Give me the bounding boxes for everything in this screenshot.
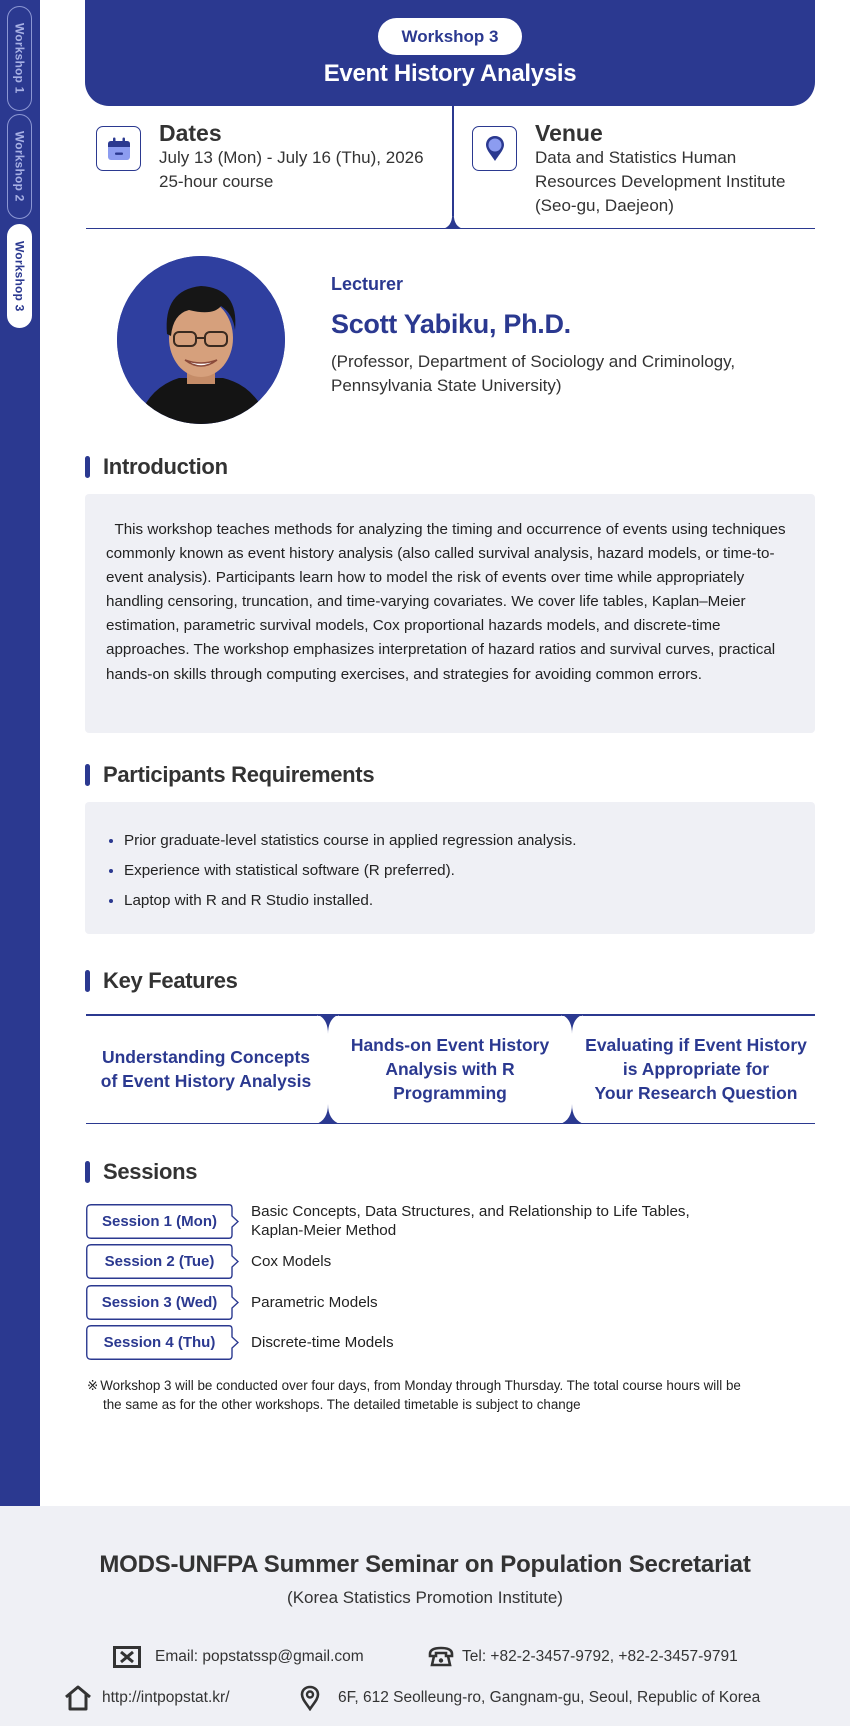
lecturer-portrait-illustration — [117, 256, 285, 424]
sidebar-tab-workshop-1[interactable] — [7, 6, 32, 111]
bullet-icon — [109, 899, 113, 903]
lecturer-role: Lecturer — [331, 274, 404, 294]
session-badge — [86, 1244, 239, 1279]
feature-item — [330, 1014, 570, 1124]
course-hours: 25-hour course — [159, 172, 274, 191]
session-row — [86, 1201, 815, 1242]
sidebar-tab-label: Workshop 3 — [12, 240, 27, 312]
sidebar-tab-workshop-3[interactable] — [7, 224, 32, 328]
sidebar-tab-label: Workshop 1 — [12, 23, 27, 94]
bullet-icon — [109, 839, 113, 843]
key-features — [86, 1014, 815, 1124]
lecturer-affiliation: Pennsylvania State University) — [331, 376, 562, 395]
section-title: Key Features — [103, 968, 238, 993]
requirement-text: Laptop with R and R Studio installed. — [124, 892, 374, 909]
feature-line: Evaluating if Event History — [585, 1035, 807, 1055]
list-item — [107, 826, 793, 856]
contact-website[interactable] — [64, 1685, 230, 1711]
feature-line: Understanding Concepts — [101, 1047, 311, 1067]
map-pin-icon — [472, 126, 517, 171]
session-badge — [86, 1285, 239, 1320]
schedule-note — [87, 1377, 817, 1414]
session-row — [86, 1323, 815, 1364]
session-description: Parametric Models — [251, 1293, 378, 1311]
introduction-heading — [85, 454, 228, 480]
feature-line: Hands-on Event History — [350, 1035, 550, 1055]
session-badge — [86, 1325, 239, 1360]
session-desc-line: Kaplan-Meier Method — [251, 1222, 397, 1240]
lecturer-name: Scott Yabiku, Ph.D. — [331, 309, 571, 339]
venue-label: Venue — [535, 120, 603, 146]
session-row — [86, 1242, 815, 1283]
section-title: Sessions — [103, 1159, 198, 1184]
info-row — [86, 106, 815, 229]
sessions-list — [86, 1201, 815, 1363]
section-title: Participants Requirements — [103, 762, 375, 787]
workshop-header — [85, 0, 815, 106]
sidebar-tab-workshop-2[interactable] — [7, 114, 32, 219]
contact-phone[interactable] — [428, 1646, 738, 1668]
info-bottom-line — [86, 228, 815, 230]
location-pin-icon — [300, 1685, 320, 1711]
bullet-icon — [109, 869, 113, 873]
website-link[interactable]: http://intpopstat.kr/ — [102, 1689, 230, 1706]
calendar-icon — [96, 126, 141, 171]
address-text: 6F, 612 Seolleung-ro, Gangnam-gu, Seoul, Republic of Korea — [338, 1689, 761, 1706]
sessions-heading — [85, 1159, 197, 1185]
heading-accent-bar — [85, 764, 90, 786]
session-badge — [86, 1204, 239, 1239]
session-description — [251, 1202, 690, 1240]
heading-accent-bar — [85, 970, 90, 992]
note-line: Workshop 3 will be conducted over four days, from Monday through Thursday. The total course hours will be — [100, 1378, 741, 1393]
session-label: Session 4 (Thu) — [103, 1334, 216, 1352]
section-title: Introduction — [103, 454, 228, 479]
heading-accent-bar — [85, 1161, 90, 1183]
venue-line: Data and Statistics Human — [535, 148, 737, 167]
feature-item — [574, 1014, 818, 1124]
info-divider — [452, 106, 454, 216]
session-desc-line: Basic Concepts, Data Structures, and Relationship to Life Tables, — [251, 1203, 690, 1221]
session-label: Session 3 (Wed) — [101, 1293, 218, 1311]
footer-title: MODS-UNFPA Summer Seminar on Population Secretariat — [99, 1551, 751, 1578]
session-description: Discrete-time Models — [251, 1334, 394, 1352]
home-icon — [64, 1685, 92, 1711]
session-label: Session 1 (Mon) — [101, 1212, 217, 1230]
venue-block — [472, 120, 785, 218]
workshop-sidebar — [0, 0, 40, 1506]
session-label: Session 2 (Tue) — [104, 1253, 215, 1271]
feature-line: Programming — [393, 1083, 507, 1103]
session-description: Cox Models — [251, 1253, 332, 1271]
phone-text: Tel: +82-2-3457-9792, +82-2-3457-9791 — [462, 1648, 738, 1665]
lecturer-photo — [117, 256, 285, 424]
note-line: the same as for the other workshops. The detailed timetable is subject to change — [103, 1396, 581, 1412]
venue-line: Resources Development Institute — [535, 172, 786, 191]
requirements-box — [85, 802, 815, 934]
contact-address — [300, 1685, 760, 1711]
footer — [0, 1506, 850, 1726]
feature-item — [86, 1014, 326, 1124]
feature-line: is Appropriate for — [622, 1059, 770, 1079]
contact-email[interactable] — [113, 1646, 364, 1668]
envelope-icon — [113, 1646, 141, 1668]
introduction-text: This workshop teaches methods for analyzing the timing and occurrence of events using techniques commonly known as event history analysis (also called survival analysis, hazard models, or time-to-event analysis). Participants learn how to model the risk of events over time while appropriately handling censoring, truncation, and time-varying covariates. We cover life tables, Kaplan–Meier estimation, parametric survival models, Cox proportional hazards models, and discrete-time approaches. The workshop emphasizes interpretation of hazard ratios and survival curves, practical hands-on skills through computing exercises, and strategies for avoiding common errors. — [85, 494, 815, 733]
dates-range: July 13 (Mon) - July 16 (Thu), 2026 — [159, 148, 424, 167]
telephone-icon — [428, 1646, 454, 1668]
features-heading — [85, 968, 238, 994]
session-row — [86, 1282, 815, 1323]
feature-line: of Event History Analysis — [100, 1071, 312, 1091]
reference-mark-icon: ※ — [87, 1378, 99, 1393]
requirement-text: Prior graduate-level statistics course in applied regression analysis. — [124, 832, 577, 849]
email-text[interactable]: Email: popstatssp@gmail.com — [155, 1648, 364, 1665]
requirement-text: Experience with statistical software (R preferred). — [124, 862, 455, 879]
lecturer-affiliation: (Professor, Department of Sociology and Criminology, — [331, 352, 736, 371]
divider-flare — [442, 206, 464, 229]
list-item — [107, 886, 793, 916]
feature-line: Your Research Question — [594, 1083, 798, 1103]
venue-line: (Seo-gu, Daejeon) — [535, 196, 674, 215]
dates-block — [96, 120, 424, 194]
sidebar-tab-label: Workshop 2 — [12, 131, 27, 202]
workshop-title: Event History Analysis — [323, 60, 577, 87]
workshop-badge: Workshop 3 — [378, 18, 522, 55]
requirements-list — [107, 826, 793, 916]
lecturer-info — [331, 274, 735, 398]
list-item — [107, 856, 793, 886]
dates-label: Dates — [159, 120, 222, 146]
heading-accent-bar — [85, 456, 90, 478]
footer-subtitle: (Korea Statistics Promotion Institute) — [287, 1588, 563, 1607]
requirements-heading — [85, 762, 374, 788]
feature-line: Analysis with R — [385, 1059, 515, 1079]
